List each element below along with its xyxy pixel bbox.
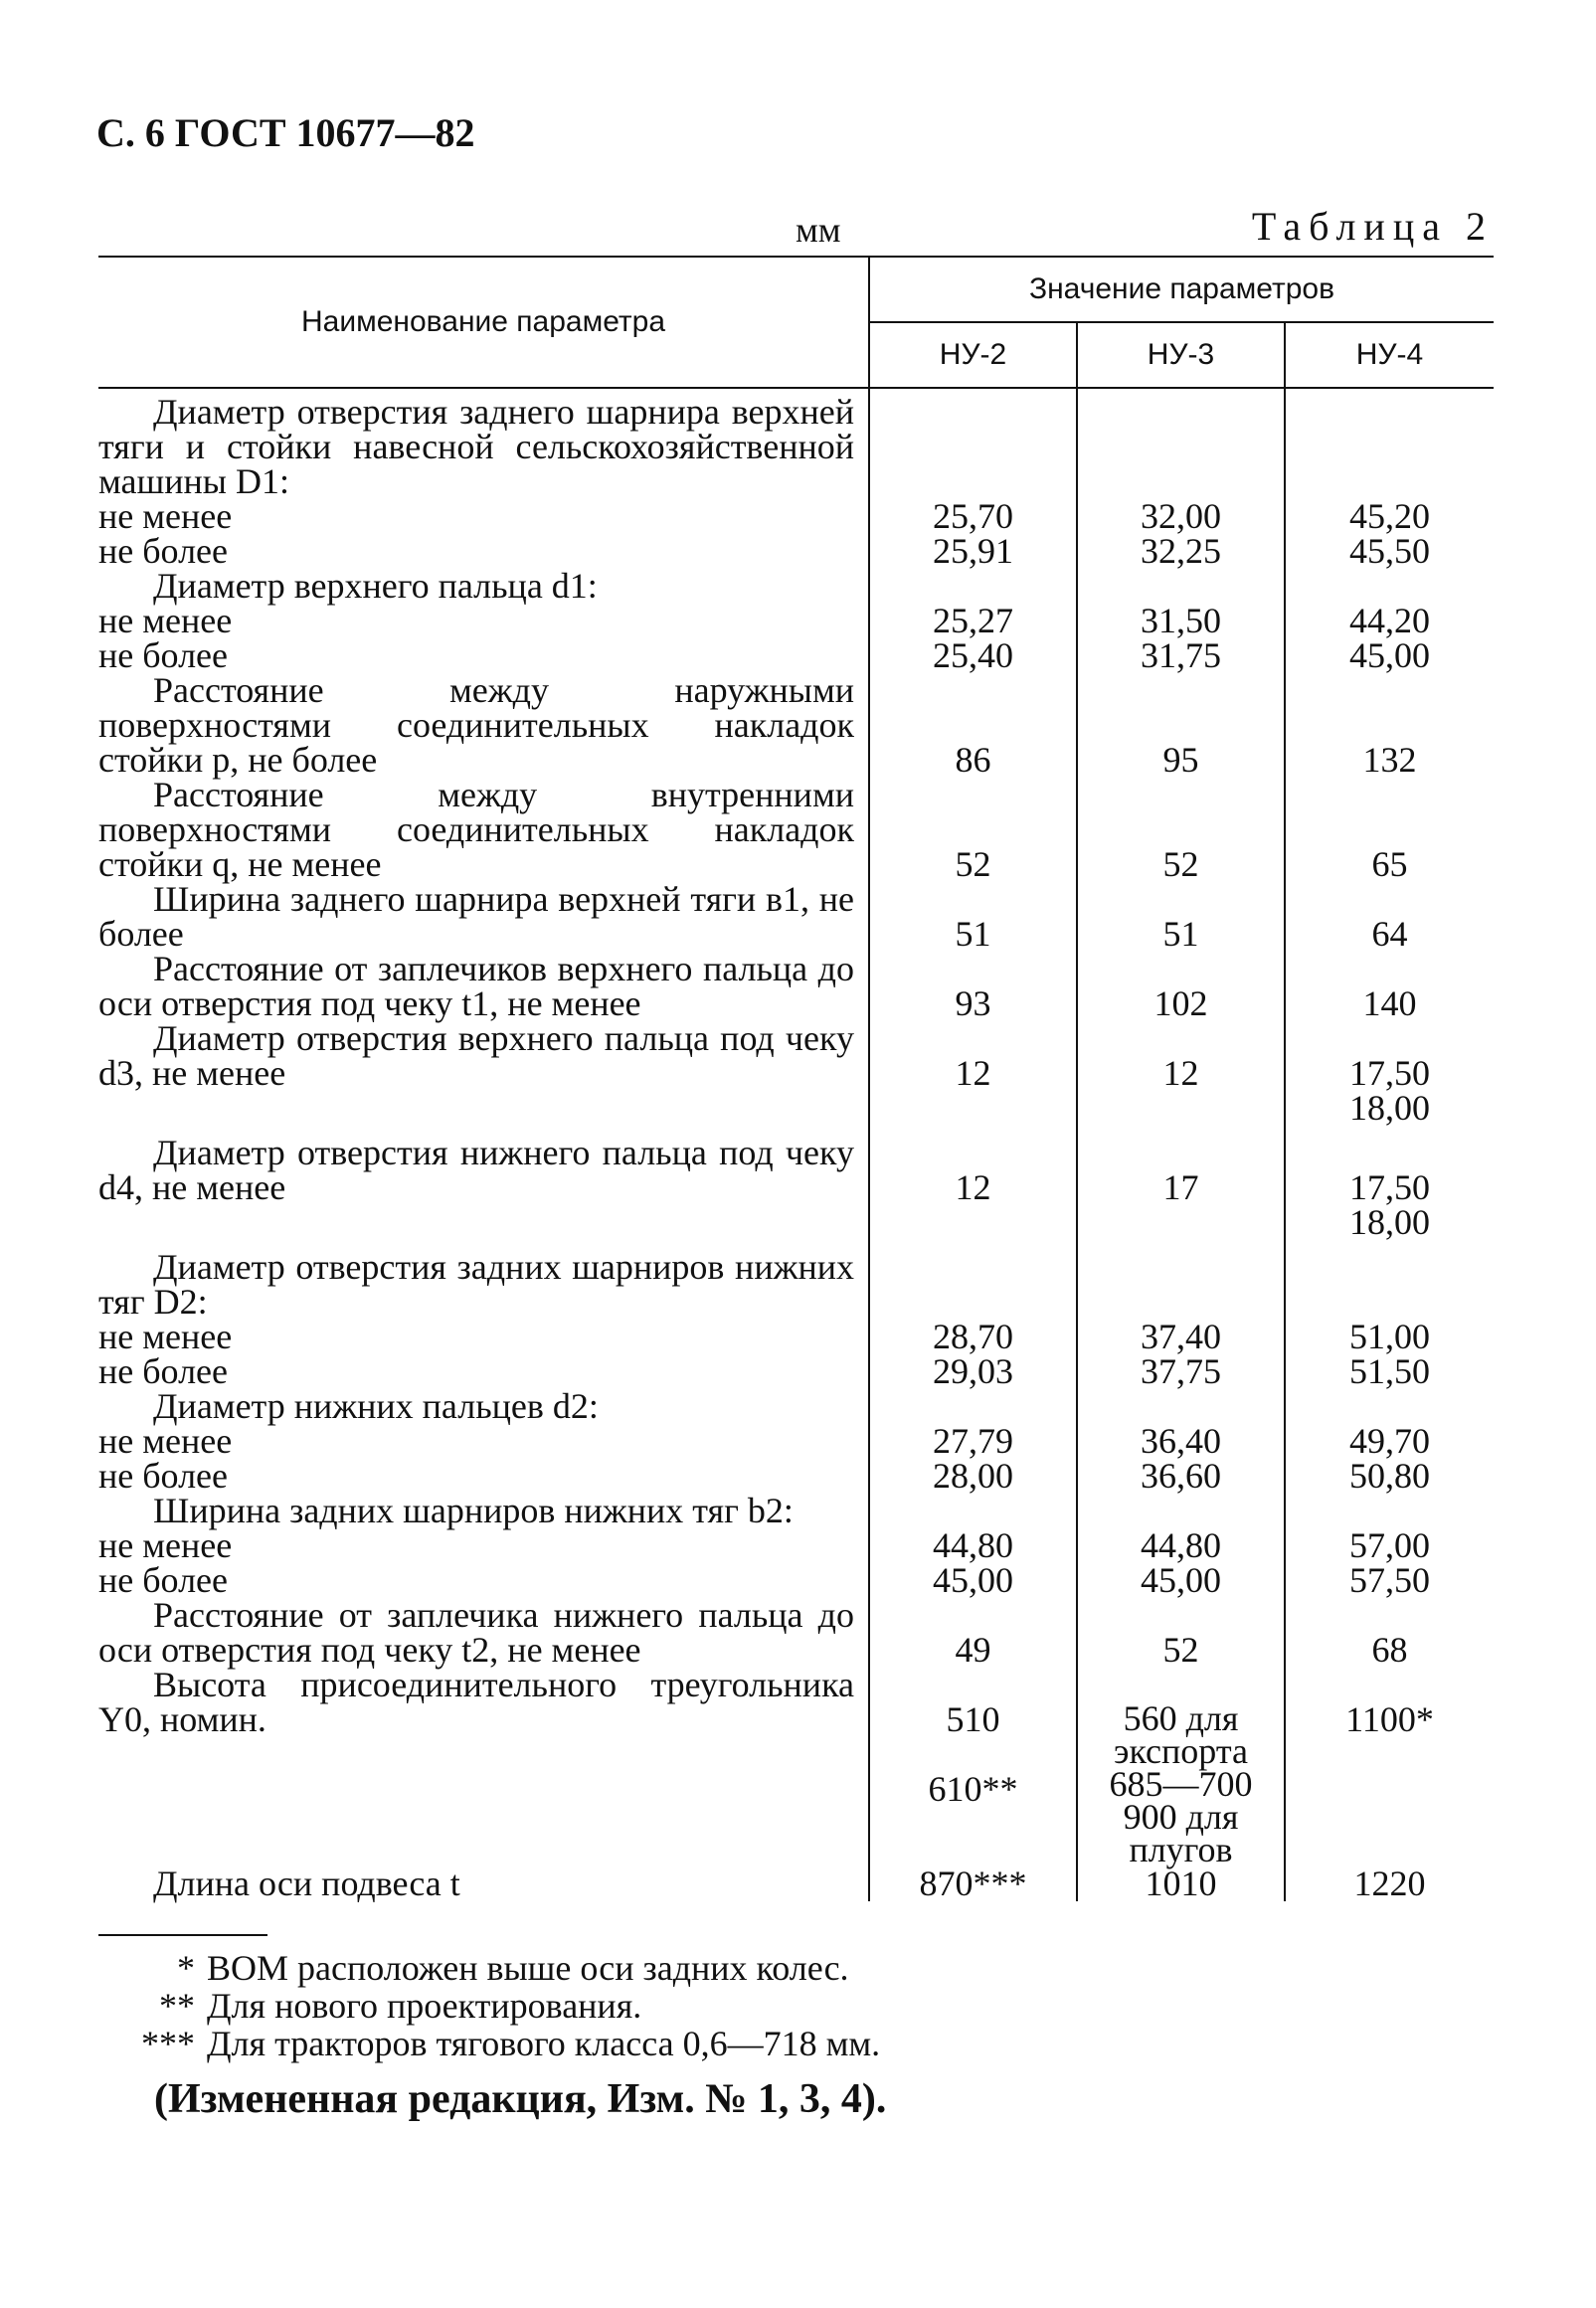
- footnote-divider: [98, 1934, 267, 1936]
- value-cell: 25,91: [869, 534, 1077, 569]
- table-row: [98, 388, 1494, 499]
- table-row: [98, 673, 1494, 778]
- param-sublabel: не более: [98, 531, 229, 571]
- table-row: [98, 1320, 1494, 1354]
- footnote-mark: ***: [141, 2024, 195, 2063]
- table-row: [98, 534, 1494, 569]
- param-name: Расстояние от заплечиков верхнего пальца до оси отверстия под чеку t1, не менее: [98, 949, 854, 1023]
- value-cell: 52: [1077, 778, 1285, 882]
- param-sublabel: не более: [98, 1560, 229, 1600]
- table-row: [98, 1563, 1494, 1598]
- value-line: 17,50: [1349, 1167, 1430, 1207]
- table-row: [98, 1494, 1494, 1528]
- value-cell: 132: [1285, 673, 1494, 778]
- value-cell: 27,79: [869, 1424, 1077, 1459]
- table-row: [98, 1528, 1494, 1563]
- value-cell: 45,00: [869, 1563, 1077, 1598]
- footnote: [117, 2025, 880, 2062]
- value-cell: [869, 1668, 1077, 1866]
- value-cell: 49,70: [1285, 1424, 1494, 1459]
- param-sublabel: не более: [98, 1456, 229, 1496]
- value-cell: 52: [869, 778, 1077, 882]
- value-cell: [1285, 1021, 1494, 1126]
- param-sublabel: не более: [98, 635, 229, 675]
- value-cell: 45,00: [1077, 1563, 1285, 1598]
- value-cell: 31,50: [1077, 604, 1285, 638]
- value-cell: 45,20: [1285, 499, 1494, 534]
- table-row: [98, 1136, 1494, 1240]
- unit-label: мм: [796, 210, 841, 250]
- param-name: Диаметр нижних пальцев d2:: [153, 1386, 599, 1426]
- value-line: 685—700: [1109, 1764, 1253, 1804]
- param-sublabel: не менее: [98, 601, 233, 640]
- value-cell: 51: [1077, 882, 1285, 952]
- value-cell: 1100*: [1285, 1668, 1494, 1866]
- param-sublabel: не менее: [98, 1317, 233, 1356]
- value-cell: 93: [869, 952, 1077, 1021]
- table-label: Таблица 2: [1251, 204, 1494, 249]
- value-cell: 49: [869, 1598, 1077, 1668]
- value-cell: [1285, 1136, 1494, 1240]
- param-sublabel: не менее: [98, 1421, 233, 1461]
- param-name: Диаметр отверстия заднего шарнира верхней тяги и стойки навесной сельскохозяйственной машины D1:: [98, 392, 854, 501]
- param-name: Длина оси подвеса t: [153, 1864, 460, 1903]
- column-group-header: Значение параметров: [869, 257, 1494, 322]
- footnote: [117, 1949, 880, 1987]
- value-cell: 870***: [869, 1866, 1077, 1901]
- value-cell: 86: [869, 673, 1077, 778]
- value-cell: 36,60: [1077, 1459, 1285, 1494]
- param-name: Диаметр отверстия верхнего пальца под чеку d3, не менее: [98, 1018, 854, 1093]
- value-line: 510: [946, 1699, 1000, 1739]
- value-cell: 95: [1077, 673, 1285, 778]
- param-name: Расстояние между наружными поверхностями соединительных накладок стойки p, не более: [98, 670, 854, 780]
- value-cell: 45,50: [1285, 534, 1494, 569]
- table-row: [98, 1866, 1494, 1901]
- value-line: 18,00: [1349, 1202, 1430, 1242]
- value-cell: 37,75: [1077, 1354, 1285, 1389]
- value-cell: 50,80: [1285, 1459, 1494, 1494]
- value-cell: 52: [1077, 1598, 1285, 1668]
- value-cell: 1220: [1285, 1866, 1494, 1901]
- table-row: [98, 882, 1494, 952]
- value-cell: 51,50: [1285, 1354, 1494, 1389]
- param-name: Диаметр верхнего пальца d1:: [153, 566, 598, 606]
- footnote-mark: *: [177, 1948, 195, 1988]
- value-cell: 12: [1077, 1021, 1285, 1126]
- value-cell: 17: [1077, 1136, 1285, 1240]
- value-cell: 29,03: [869, 1354, 1077, 1389]
- table-row: [98, 1354, 1494, 1389]
- table-row: [98, 499, 1494, 534]
- value-cell: 32,00: [1077, 499, 1285, 534]
- table-row: [98, 778, 1494, 882]
- page-header: С. 6 ГОСТ 10677—82: [96, 110, 475, 155]
- change-note: (Измененная редакция, Изм. № 1, 3, 4).: [154, 2076, 887, 2122]
- param-sublabel: не менее: [98, 496, 233, 536]
- value-cell: 140: [1285, 952, 1494, 1021]
- value-cell: 25,27: [869, 604, 1077, 638]
- value-cell: [1077, 1668, 1285, 1869]
- value-line: 560 для экспорта: [1114, 1698, 1248, 1771]
- footnote-text: Для нового проектирования.: [207, 1986, 642, 2026]
- table-row: [98, 1668, 1494, 1866]
- value-cell: 32,25: [1077, 534, 1285, 569]
- value-cell: 45,00: [1285, 638, 1494, 673]
- value-cell: 51,00: [1285, 1320, 1494, 1354]
- table-row: [98, 1459, 1494, 1494]
- value-cell: 57,50: [1285, 1563, 1494, 1598]
- value-line: 900 для плугов: [1123, 1797, 1239, 1869]
- value-cell: 28,00: [869, 1459, 1077, 1494]
- column-header-nu4: НУ-4: [1285, 322, 1494, 388]
- value-cell: 1010: [1077, 1866, 1285, 1901]
- value-cell: 25,40: [869, 638, 1077, 673]
- parameters-table: [98, 256, 1494, 1901]
- value-cell: 25,70: [869, 499, 1077, 534]
- table-row: [98, 1250, 1494, 1320]
- value-cell: 44,80: [869, 1528, 1077, 1563]
- column-header-name: Наименование параметра: [98, 257, 869, 388]
- value-cell: 12: [869, 1021, 1077, 1126]
- param-sublabel: не менее: [98, 1525, 233, 1565]
- footnote-mark: **: [159, 1986, 195, 2026]
- value-cell: 44,20: [1285, 604, 1494, 638]
- value-cell: 44,80: [1077, 1528, 1285, 1563]
- param-sublabel: не более: [98, 1351, 229, 1391]
- value-cell: 51: [869, 882, 1077, 952]
- param-name: Высота присоединительного треугольника Y0, номин.: [98, 1665, 854, 1739]
- param-name: Расстояние от заплечика нижнего пальца до оси отверстия под чеку t2, не менее: [98, 1595, 854, 1670]
- value-cell: 64: [1285, 882, 1494, 952]
- value-cell: 68: [1285, 1598, 1494, 1668]
- value-line: 18,00: [1349, 1088, 1430, 1128]
- param-name: Ширина задних шарниров нижних тяг b2:: [153, 1491, 794, 1530]
- value-cell: 57,00: [1285, 1528, 1494, 1563]
- footnotes: [117, 1949, 880, 2062]
- value-line: 17,50: [1349, 1053, 1430, 1093]
- column-header-nu2: НУ-2: [869, 322, 1077, 388]
- value-cell: 36,40: [1077, 1424, 1285, 1459]
- footnote: [117, 1987, 880, 2025]
- value-cell: 65: [1285, 778, 1494, 882]
- value-line: 610**: [928, 1769, 1018, 1809]
- table-row: [98, 604, 1494, 638]
- table-row: [98, 952, 1494, 1021]
- table-row: [98, 1389, 1494, 1424]
- footnote-text: Для тракторов тягового класса 0,6—718 мм.: [207, 2024, 881, 2063]
- value-cell: 102: [1077, 952, 1285, 1021]
- table-row: [98, 569, 1494, 604]
- column-header-nu3: НУ-3: [1077, 322, 1285, 388]
- param-name: Диаметр отверстия нижнего пальца под чеку d4, не менее: [98, 1133, 854, 1207]
- table-row: [98, 638, 1494, 673]
- footnote-text: ВОМ расположен выше оси задних колес.: [207, 1948, 849, 1988]
- table-row: [98, 1598, 1494, 1668]
- param-name: Диаметр отверстия задних шарниров нижних тяг D2:: [98, 1247, 854, 1322]
- table-row: [98, 1021, 1494, 1126]
- value-cell: 28,70: [869, 1320, 1077, 1354]
- value-cell: 12: [869, 1136, 1077, 1240]
- value-cell: 31,75: [1077, 638, 1285, 673]
- param-name: Расстояние между внутренними поверхностями соединительных накладок стойки q, не менее: [98, 775, 854, 884]
- table-row: [98, 1424, 1494, 1459]
- value-cell: 37,40: [1077, 1320, 1285, 1354]
- param-name: Ширина заднего шарнира верхней тяги в1, не более: [98, 879, 854, 954]
